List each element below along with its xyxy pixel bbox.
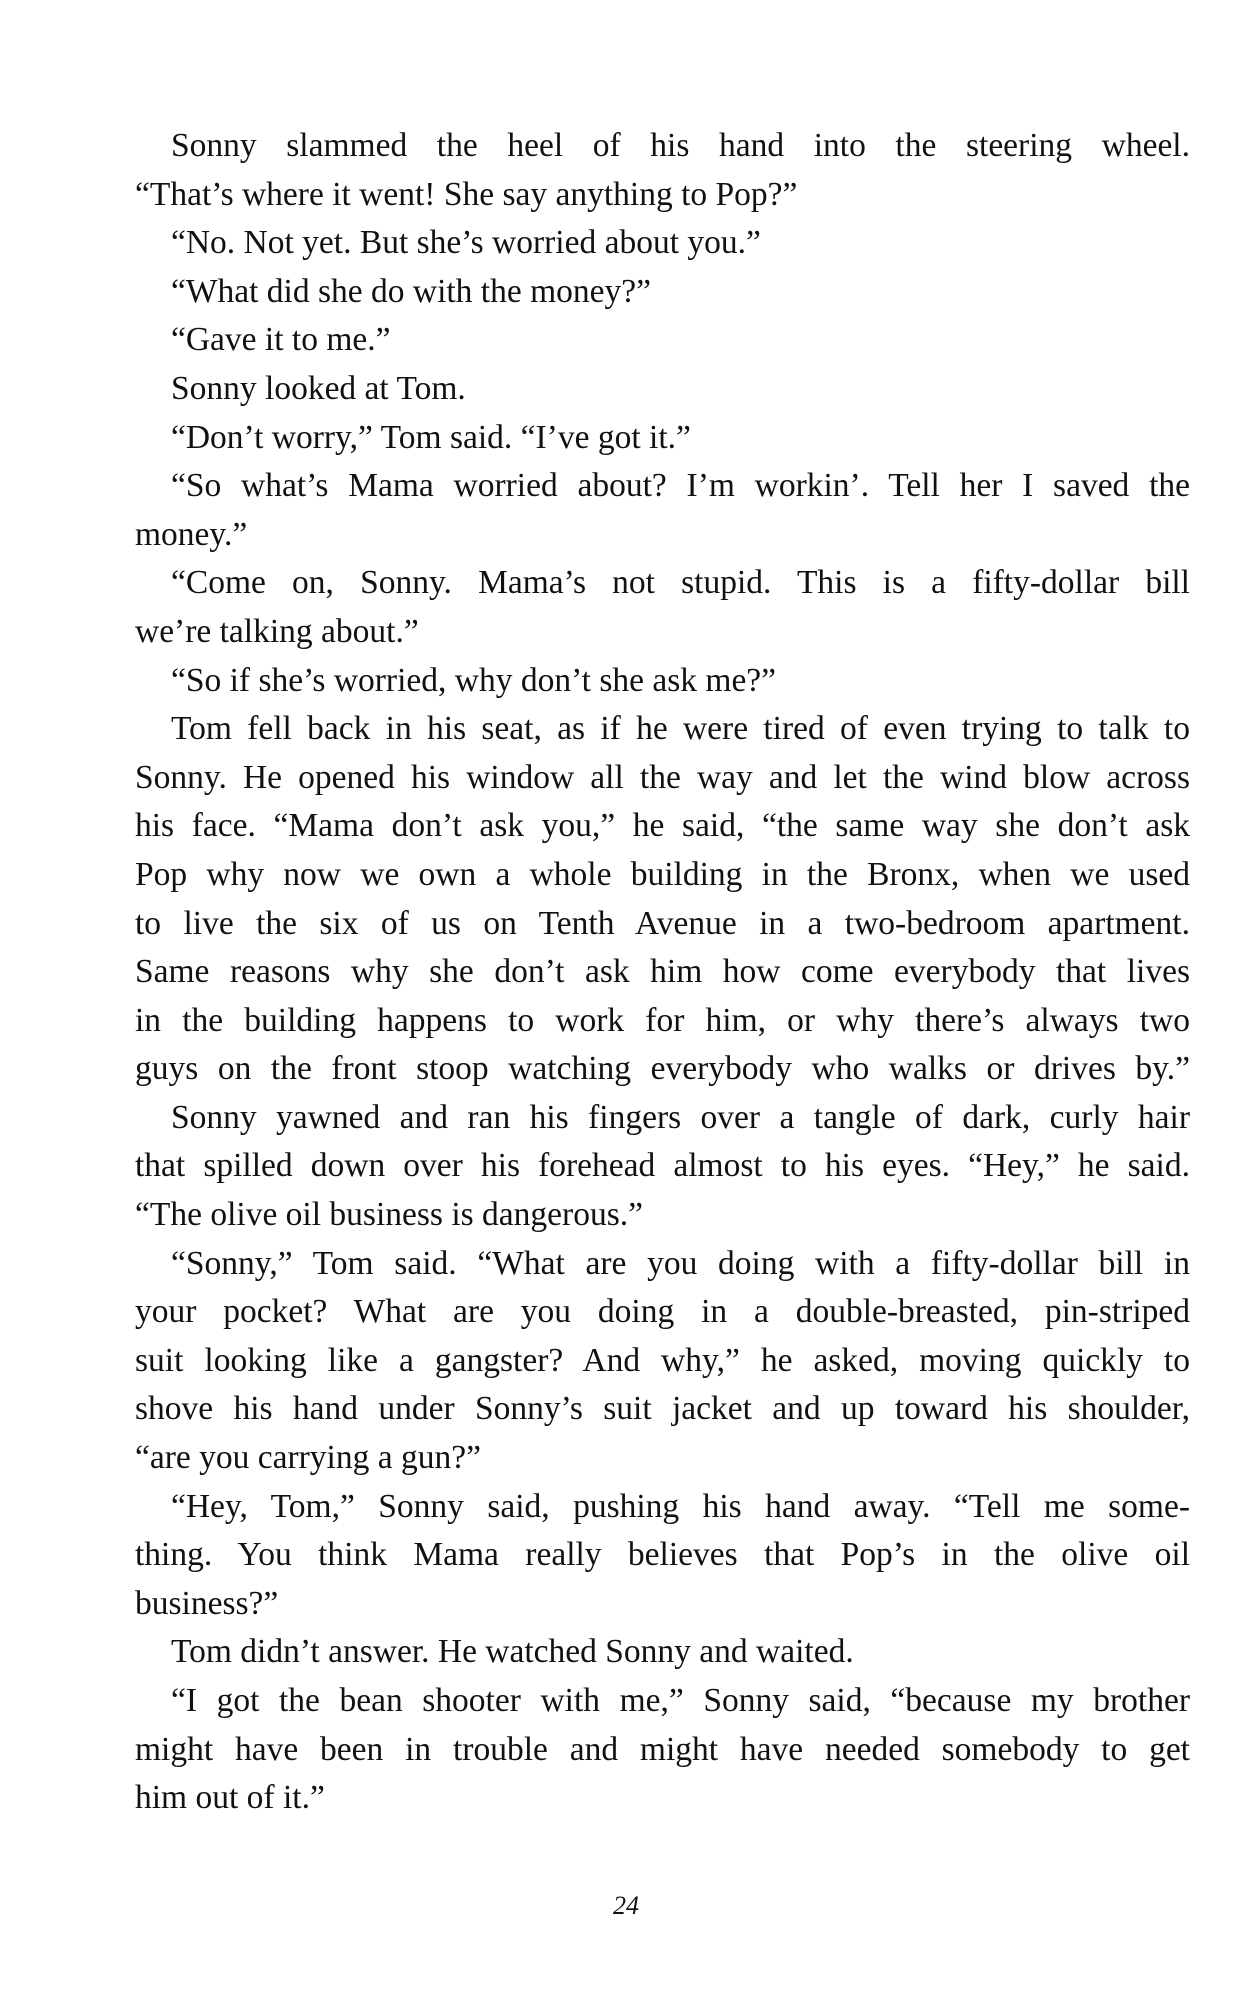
text-line: Tom didn’t answer. He watched Sonny and waited. [171, 1633, 854, 1671]
text-line: “are you carrying a gun?” [135, 1439, 481, 1477]
text-line: “Come on, Sonny. Mama’s not stupid. This is a fifty-dollar bill [171, 564, 1190, 602]
text-line: business?” [135, 1584, 279, 1622]
text-line: Sonny looked at Tom. [171, 369, 466, 407]
text-line: “Sonny,” Tom said. “What are you doing with a fifty-dollar bill in [171, 1244, 1190, 1282]
text-line: “What did she do with the money?” [171, 272, 652, 310]
text-line: “So what’s Mama worried about? I’m workin’. Tell her I saved the [171, 467, 1190, 505]
text-line: Sonny yawned and ran his fingers over a tangle of dark, curly hair [171, 1098, 1190, 1136]
text-line: that spilled down over his forehead almost to his eyes. “Hey,” he said. [135, 1147, 1190, 1185]
text-line: in the building happens to work for him, or why there’s always two [135, 1001, 1190, 1039]
text-line: might have been in trouble and might have needed somebody to get [135, 1730, 1190, 1768]
text-line: thing. You think Mama really believes that Pop’s in the olive oil [135, 1536, 1190, 1574]
text-line: suit looking like a gangster? And why,” he asked, moving quickly to [135, 1341, 1190, 1379]
text-line: Sonny slammed the heel of his hand into the steering wheel. [171, 127, 1190, 164]
text-line: Same reasons why she don’t ask him how come everybody that lives [135, 953, 1190, 991]
text-line: Sonny. He opened his window all the way and let the wind blow across [135, 758, 1190, 796]
body-text [135, 122, 1190, 1823]
text-line: your pocket? What are you doing in a double-breasted, pin-striped [135, 1293, 1190, 1331]
text-line: “That’s where it went! She say anything to Pop?” [135, 175, 798, 213]
text-line: Tom fell back in his seat, as if he were tired of even trying to talk to [171, 710, 1190, 748]
text-line: to live the six of us on Tenth Avenue in a two-bedroom apartment. [135, 904, 1190, 942]
text-line: guys on the front stoop watching everybody who walks or drives by.” [135, 1050, 1190, 1088]
text-line: we’re talking about.” [135, 612, 419, 650]
text-line: “Hey, Tom,” Sonny said, pushing his hand away. “Tell me some- [171, 1487, 1190, 1525]
text-line: money.” [135, 515, 248, 553]
text-line: Pop why now we own a whole building in the Bronx, when we used [135, 855, 1190, 893]
text-line: “So if she’s worried, why don’t she ask me?” [171, 661, 777, 699]
text-line: “The olive oil business is dangerous.” [135, 1196, 643, 1234]
text-line: “Gave it to me.” [171, 321, 391, 359]
text-line: his face. “Mama don’t ask you,” he said, “the same way she don’t ask [135, 807, 1190, 845]
text-line: shove his hand under Sonny’s suit jacket and up toward his shoulder, [135, 1390, 1190, 1428]
page-number: 24 [613, 1891, 639, 1920]
text-line: “I got the bean shooter with me,” Sonny said, “because my brother [171, 1682, 1190, 1719]
text-line: “Don’t worry,” Tom said. “I’ve got it.” [171, 418, 691, 456]
text-line: him out of it.” [135, 1779, 325, 1817]
text-line: “No. Not yet. But she’s worried about you.” [171, 224, 761, 262]
